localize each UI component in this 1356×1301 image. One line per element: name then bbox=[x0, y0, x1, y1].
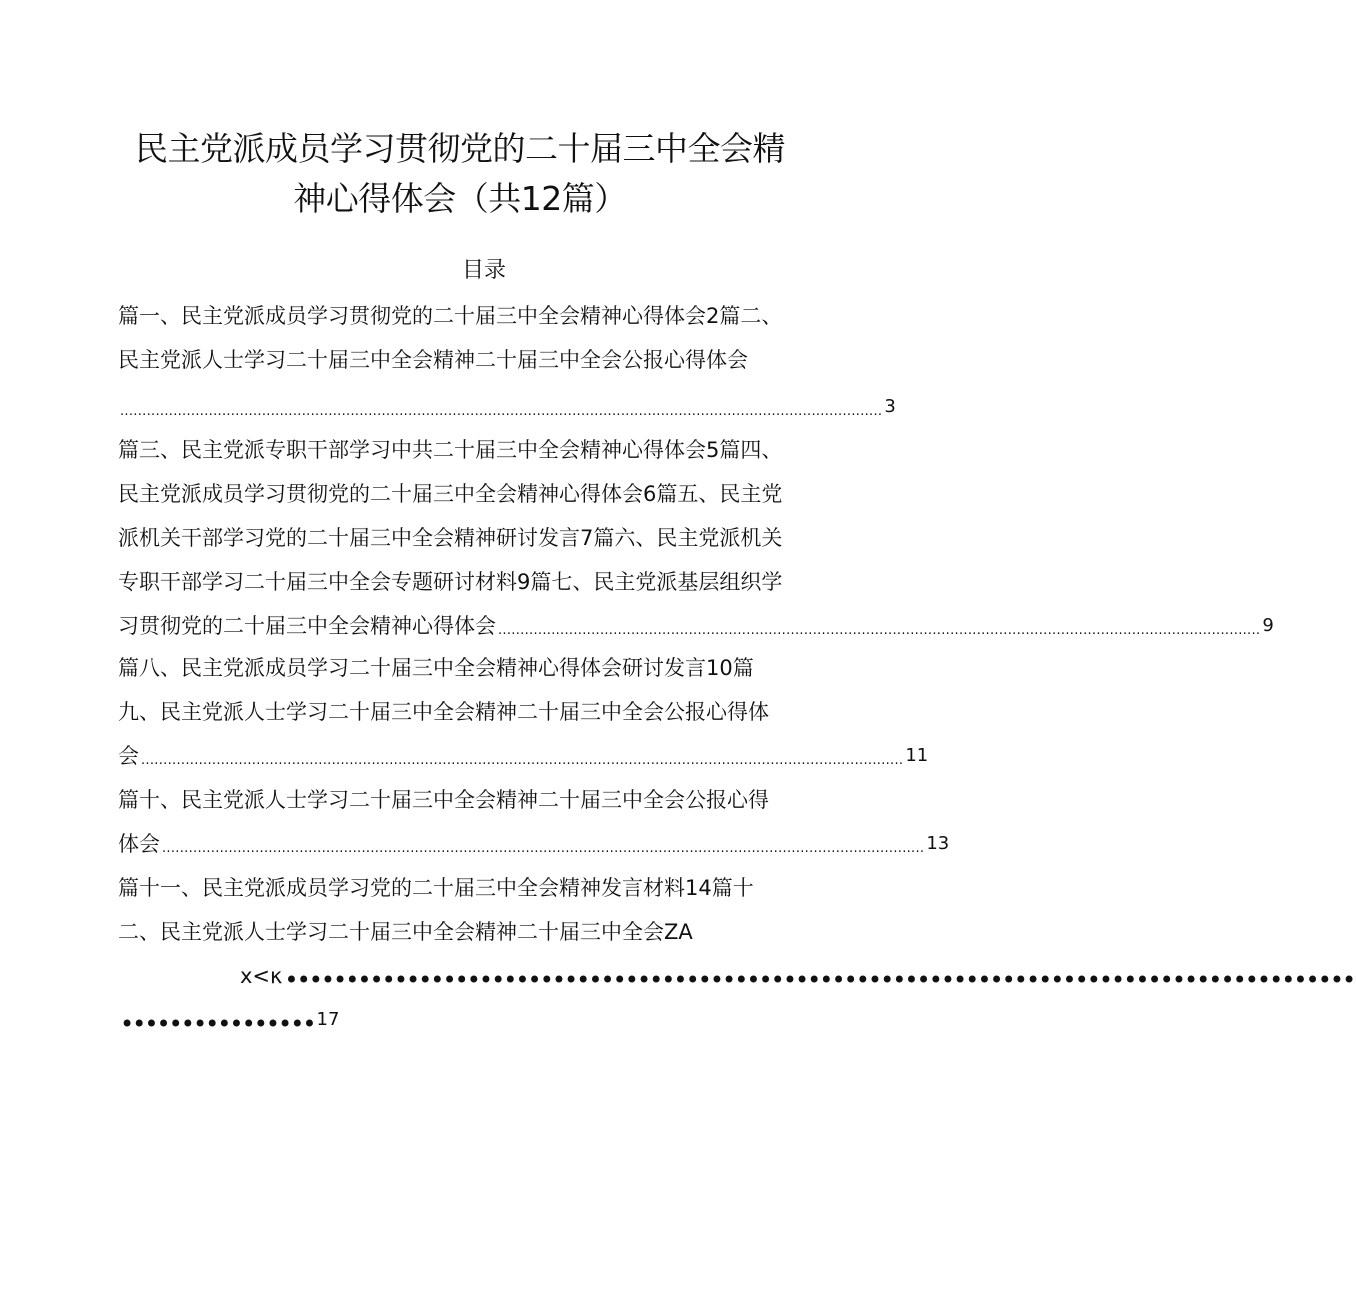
toc-line-text: x<κ bbox=[240, 964, 283, 988]
document-title bbox=[0, 124, 920, 224]
toc-line[interactable]: 二、民主党派人士学习二十届三中全会精神二十届三中全会ZA bbox=[118, 920, 693, 944]
toc-line[interactable]: 专职干部学习二十届三中全会专题研讨材料9篇七、民主党派基层组织学 bbox=[118, 570, 783, 594]
toc-line[interactable]: 篇三、民主党派专职干部学习中共二十届三中全会精神心得体会5篇四、 bbox=[118, 438, 783, 462]
dot-leader: ............................................................................................................................................................................ bbox=[120, 404, 883, 419]
title-line-1: 民主党派成员学习贯彻党的二十届三中全会精 bbox=[135, 129, 785, 168]
toc-line-leader[interactable] bbox=[118, 1002, 340, 1038]
toc-page-number: 11 bbox=[905, 745, 929, 766]
toc-page-number: 3 bbox=[884, 396, 896, 417]
toc-line-text: 习贯彻党的二十届三中全会精神心得体会 bbox=[118, 614, 496, 638]
toc-line-leader[interactable] bbox=[118, 608, 1274, 644]
dot-leader: ............................................................................................................................................................................ bbox=[141, 753, 904, 768]
toc-line-leader[interactable] bbox=[118, 738, 929, 774]
toc-line[interactable]: 篇八、民主党派成员学习二十届三中全会精神心得体会研讨发言10篇 bbox=[118, 656, 754, 680]
toc-line[interactable]: 民主党派成员学习贯彻党的二十届三中全会精神心得体会6篇五、民主党 bbox=[118, 482, 783, 506]
title-line-2: 神心得体会（共12篇） bbox=[293, 179, 627, 218]
toc-line-leader[interactable] bbox=[118, 389, 896, 425]
toc-line[interactable]: 篇十一、民主党派成员学习党的二十届三中全会精神发言材料14篇十 bbox=[118, 876, 754, 900]
toc-page-number: 9 bbox=[1262, 615, 1274, 636]
toc-line-text: 体会 bbox=[118, 832, 160, 856]
toc-line[interactable]: 篇一、民主党派成员学习贯彻党的二十届三中全会精神心得体会2篇二、 bbox=[118, 304, 783, 328]
toc-page-number: 13 bbox=[926, 833, 950, 854]
toc-line[interactable]: 篇十、民主党派人士学习二十届三中全会精神二十届三中全会公报心得 bbox=[118, 788, 769, 812]
toc-line-leader[interactable] bbox=[240, 958, 1355, 994]
toc-line[interactable]: 民主党派人士学习二十届三中全会精神二十届三中全会公报心得体会 bbox=[118, 348, 748, 372]
toc-line-leader[interactable] bbox=[118, 826, 950, 862]
toc-page-number: 17 bbox=[316, 1009, 340, 1030]
dot-leader: •••••••••••••••• bbox=[120, 1010, 315, 1038]
toc-line[interactable]: 九、民主党派人士学习二十届三中全会精神二十届三中全会公报心得体 bbox=[118, 700, 769, 724]
toc-line[interactable]: 派机关干部学习党的二十届三中全会精神研讨发言7篇六、民主党派机关 bbox=[118, 526, 783, 550]
dot-leader: •••••••••••••••••••••••••••••••••••••••••••••••••••••••••••••••••••••••••••••••••••••••• bbox=[284, 966, 1355, 994]
dot-leader: ............................................................................................................................................................................ bbox=[162, 841, 925, 856]
toc-heading: 目录 bbox=[461, 258, 506, 283]
toc-line-text: 会 bbox=[118, 744, 139, 768]
dot-leader: ............................................................................................................................................................................ bbox=[498, 623, 1261, 638]
